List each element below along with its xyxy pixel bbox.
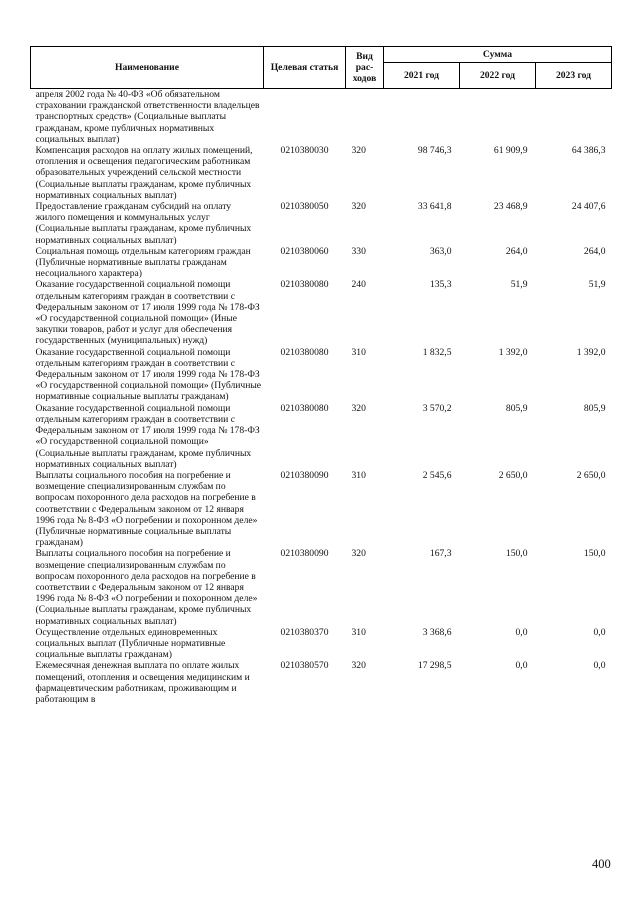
table-row (31, 470, 612, 548)
row-2021: 3 368,6 (422, 626, 452, 638)
table-row (31, 89, 612, 146)
row-code: 0210380570 (280, 660, 329, 672)
row-2022: 51,9 (510, 279, 528, 291)
row-code: 0210380080 (280, 279, 329, 291)
row-vid: 240 (351, 279, 366, 291)
row-vid (346, 89, 384, 146)
row-2023: 264,0 (583, 245, 606, 257)
row-code: 0210380080 (280, 346, 329, 358)
row-vid: 320 (351, 660, 366, 672)
budget-table (30, 46, 612, 705)
row-vid: 320 (351, 402, 366, 414)
table-row (31, 246, 612, 280)
header-code: Целевая статья (264, 47, 346, 89)
row-2022: 2 650,0 (498, 469, 528, 481)
row-2021: 98 746,3 (417, 145, 452, 157)
row-vid: 310 (351, 626, 366, 638)
row-code: 0210380370 (280, 626, 329, 638)
row-2021: 2 545,6 (422, 469, 452, 481)
row-vid: 320 (351, 145, 366, 157)
row-name: Социальная помощь отдельным категориям граждан (Публичные нормативные выплаты гражданам несоциального характера) (35, 245, 251, 280)
row-2022 (460, 89, 536, 146)
table-row (31, 627, 612, 661)
row-2021: 135,3 (429, 279, 452, 291)
row-code: 0210380090 (280, 469, 329, 481)
header-name: Наименование (31, 47, 264, 89)
row-vid: 320 (351, 201, 366, 213)
row-name: Выплаты социального пособия на погребение и возмещение специализированным службам по вопросам похоронного дела расходов на погребение в соответствии с Федеральным законом от 12 января 1996 года № 8-ФЗ «О погребении и похоронном деле» (Социальные выплаты гражданам, кроме публичных нормативных социальных выплат) (35, 548, 258, 627)
table-header (31, 47, 612, 89)
row-name: Осуществление отдельных единовременных социальных выплат (Публичные нормативные социальные выплаты гражданам) (35, 626, 226, 661)
row-2023: 24 407,6 (571, 201, 606, 213)
row-2023: 51,9 (588, 279, 606, 291)
row-2021: 17 298,5 (417, 660, 452, 672)
row-vid: 330 (351, 245, 366, 257)
row-2022: 0,0 (515, 660, 528, 672)
table-row (31, 201, 612, 246)
row-2021: 363,0 (429, 245, 452, 257)
row-2021: 1 832,5 (422, 346, 452, 358)
page-number: 400 (592, 857, 611, 871)
budget-table-page (30, 46, 611, 705)
row-vid: 310 (351, 469, 366, 481)
row-code: 0210380060 (280, 245, 329, 257)
row-name: апреля 2002 года № 40-ФЗ «Об обязательном страховании гражданской ответственности владельцев транспортных средств» (Социальные выплаты гражданам, кроме публичных нормативных социальных выплат) (35, 89, 260, 145)
row-name: Оказание государственной социальной помощи отдельным категориям граждан в соответствии с Федеральным законом от 17 июля 1999 года № 178-ФЗ «О государственной социальной помощи» (Социальные выплаты гражданам, кроме публичных нормативных социальных выплат) (35, 402, 260, 470)
row-code: 0210380080 (280, 402, 329, 414)
row-name: Оказание государственной социальной помощи отдельным категориям граждан в соответствии с Федеральным законом от 17 июля 1999 года № 178-ФЗ «О государственной социальной помощи» (Публичные нормативные социальные выплаты гражданам) (35, 346, 262, 403)
row-name: Компенсация расходов на оплату жилых помещений, отопления и освещения педагогическим работникам образовательных учреждений сельской местности (Социальные выплаты гражданам, кроме публичных нормативных социальных выплат) (35, 145, 253, 201)
row-code: 0210380030 (280, 145, 329, 157)
table-row (31, 548, 612, 626)
table-row (31, 347, 612, 403)
row-2022: 805,9 (505, 402, 528, 414)
header-sum: Сумма (384, 47, 612, 63)
row-vid: 310 (351, 346, 366, 358)
header-year-2023: 2023 год (536, 63, 612, 89)
row-2022: 61 909,9 (493, 145, 528, 157)
row-2023: 805,9 (583, 402, 606, 414)
row-2021 (384, 89, 460, 146)
table-row (31, 660, 612, 705)
row-2022: 264,0 (505, 245, 528, 257)
header-year-2021: 2021 год (384, 63, 460, 89)
row-2023: 0,0 (593, 660, 606, 672)
row-code: 0210380090 (280, 548, 329, 560)
header-year-2022: 2022 год (460, 63, 536, 89)
row-2023: 64 386,3 (571, 145, 606, 157)
row-name: Ежемесячная денежная выплата по оплате жилых помещений, отопления и освещения медицинским и фармацевтическим работникам, проживающим и работающим в (35, 660, 250, 705)
row-name: Выплаты социального пособия на погребение и возмещение специализированным службам по вопросам похоронного дела расходов на погребение в соответствии с Федеральным законом от 12 января 1996 года № 8-ФЗ «О погребении и похоронном деле» (Публичные нормативные социальные выплаты гражданам) (35, 469, 258, 549)
row-2021: 167,3 (429, 548, 452, 560)
row-2022: 150,0 (505, 548, 528, 560)
table-body (31, 89, 612, 706)
row-2022: 23 468,9 (493, 201, 528, 213)
table-row (31, 279, 612, 346)
row-2021: 3 570,2 (422, 402, 452, 414)
row-name: Оказание государственной социальной помощи отдельным категориям граждан в соответствии с Федеральным законом от 17 июля 1999 года № 178-ФЗ «О государственной социальной помощи» (Иные закупки товаров, работ и услуг для обеспечения государственных (муниципальных) нужд) (35, 279, 260, 347)
row-2023: 150,0 (583, 548, 606, 560)
row-vid: 320 (351, 548, 366, 560)
row-2023: 1 392,0 (576, 346, 606, 358)
row-2023: 2 650,0 (576, 469, 606, 481)
row-2022: 1 392,0 (498, 346, 528, 358)
row-code: 0210380050 (280, 201, 329, 213)
row-2023: 0,0 (593, 626, 606, 638)
row-2023 (536, 89, 612, 146)
row-2021: 33 641,8 (417, 201, 452, 213)
table-row (31, 145, 612, 201)
header-vid: Вид рас-ходов (346, 47, 384, 89)
row-name: Предоставление гражданам субсидий на оплату жилого помещения и коммунальных услуг (Социальные выплаты гражданам, кроме публичных нормативных социальных выплат) (35, 201, 252, 246)
table-row (31, 403, 612, 470)
row-code (264, 89, 346, 146)
row-2022: 0,0 (515, 626, 528, 638)
